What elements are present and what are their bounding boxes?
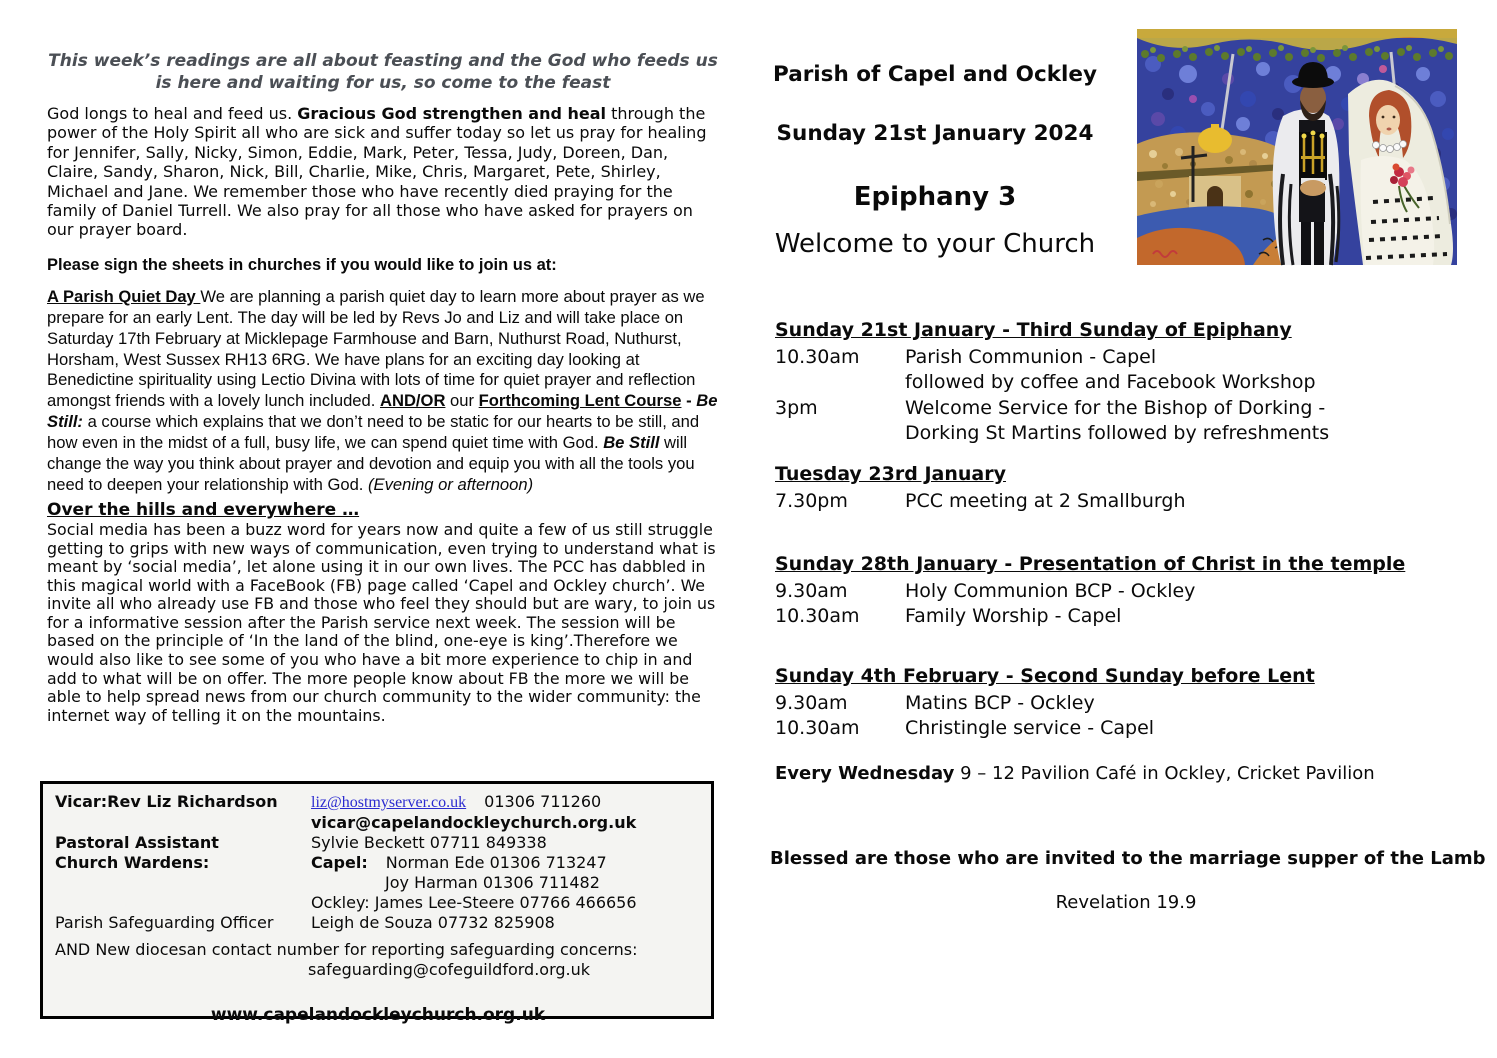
- contact-row-wardens-capel: [55, 853, 701, 873]
- intro-heading-line1: This week’s readings are all about feasting and the God who feeds us: [48, 51, 718, 71]
- wardens-ockley-value: Ockley: James Lee-Steere 07766 466656: [311, 893, 637, 912]
- pastoral-label: Pastoral Assistant: [55, 833, 219, 852]
- wednesday-cafe-line: Every Wednesday 9 – 12 Pavilion Café in Ockley, Cricket Pavilion: [775, 763, 1375, 784]
- schedule-row: [775, 716, 1480, 741]
- schedule-heading: Sunday 21st January - Third Sunday of Epiphany: [775, 319, 1292, 341]
- service-desc: Family Worship - Capel: [905, 605, 1122, 628]
- service-time: 10.30am: [775, 346, 860, 368]
- service-time: 10.30am: [775, 717, 860, 740]
- service-desc: Holy Communion BCP - Ockley: [905, 580, 1196, 602]
- contact-row-pastoral: [55, 833, 701, 853]
- schedule-row: [775, 604, 1480, 629]
- schedule-row: [775, 489, 1480, 514]
- schedule-section-jan23: [775, 461, 1480, 514]
- left-column: [47, 50, 719, 725]
- prayer-paragraph: God longs to heal and feed us. Gracious God strengthen and heal through the power of the Holy Spirit all who are sick and suffer today so let us pray for healing for Jennifer, Sally, Nicky, Simon, Eddie, Mark, Peter, Tessa, Judy, Doreen, Dan, Claire, Sandy, Sharon, Nick, Bill, Charlie, Mike, Chris, Margaret, Pete, Shirley, Michael and Jane. We remember those who have recently died praying for the family of Daniel Turrell. We also pray for all those who have asked for prayers on our prayer board.: [47, 104, 707, 240]
- schedule-row: [775, 396, 1480, 447]
- safeguarding-label: Parish Safeguarding Officer: [55, 913, 274, 932]
- schedule-heading: Sunday 4th February - Second Sunday before Lent: [775, 665, 1315, 687]
- season-title: Epiphany 3: [853, 182, 1017, 212]
- service-desc: Welcome Service for the Bishop of Dorking -: [905, 396, 1326, 419]
- verse-reference: Revelation 19.9: [1055, 892, 1197, 913]
- blessing-verse: Blessed are those who are invited to the marriage supper of the Lamb: [770, 848, 1486, 869]
- social-media-paragraph: Social media has been a buzz word for years now and quite a few of us still struggle getting to grips with new ways of communication, even trying to understand what is meant by ‘social media’, let alone using it in our own lives. The PCC has dabbled in this magical world with a FaceBook (FB) page called ‘Capel and Ockley church’. We invite all who already use FB and those who feel they should but are wary, to join us for a informative session after the Parish service next week. The session will be based on the principle of ‘In the land of the blind, one-eye is king’.Therefore we would also like to see some of you who have a bit more experience to chip in and add to what will be on offer. The more people know about FB the more we will be able to help spread news from our church community to the wider community: the internet way of telling it on the mountains.: [47, 519, 716, 725]
- schedule-heading: Sunday 28th January - Presentation of Christ in the temple: [775, 553, 1406, 575]
- website-line: www.capelandockleychurch.org.uk: [210, 1005, 546, 1025]
- vicar-contact-value: liz@hostmyserver.co.uk 01306 711260: [311, 792, 602, 811]
- service-time: 7.30pm: [775, 490, 848, 512]
- wedding-painting-image: [1133, 24, 1463, 270]
- date-title: Sunday 21st January 2024: [776, 121, 1094, 146]
- vicar-email-alt: vicar@capelandockleychurch.org.uk: [311, 813, 637, 832]
- wardens-capel-value: Capel: Norman Ede 01306 713247: [311, 853, 607, 872]
- schedule-row: [775, 345, 1480, 396]
- schedule-heading: Tuesday 23rd January: [775, 463, 1006, 485]
- service-desc: Parish Communion - Capel: [905, 346, 1157, 368]
- signup-line: Please sign the sheets in churches if you would like to join us at:: [47, 255, 557, 274]
- contact-row-wardens-capel2: [55, 873, 701, 893]
- service-desc: PCC meeting at 2 Smallburgh: [905, 490, 1186, 512]
- hills-heading: Over the hills and everywhere …: [47, 499, 360, 520]
- schedule-row: [775, 691, 1480, 716]
- contact-box: [40, 781, 714, 1025]
- service-time: 9.30am: [775, 580, 848, 602]
- service-time: 9.30am: [775, 692, 848, 714]
- service-desc: followed by coffee and Facebook Workshop: [905, 371, 1316, 394]
- diocesan-line: AND New diocesan contact number for reporting safeguarding concerns:: [55, 940, 638, 959]
- contact-row-vicar: [55, 792, 701, 813]
- schedule-section-feb4: [775, 663, 1480, 742]
- welcome-title: Welcome to your Church: [774, 229, 1096, 259]
- quiet-day-paragraph: A Parish Quiet Day We are planning a parish quiet day to learn more about prayer as we prepare for an early Lent. The day will be led by Revs Jo and Liz and will take place on Saturday 17th February at Micklepage Farmhouse and Barn, Nuthurst Road, Nuthurst, Horsham, West Sussex RH13 6RG. We have plans for an exciting day looking at Benedictine spirituality using Lectio Divina with lots of time for quiet prayer and reflection amongst friends with a lovely lunch included. AND/OR our Forthcoming Lent Course - Be Still: a course which explains that we don’t need to be static for our hearts to be still, and how even in the midst of a full, busy life, we can spend quiet time with God. Be Still will change the way you think about prayer and devotion and equip you with all the tools you need to deepen your relationship with God. (Evening or afternoon): [47, 286, 718, 494]
- contact-row-wardens-ockley: [55, 893, 701, 913]
- service-desc: Dorking St Martins followed by refreshments: [905, 422, 1330, 445]
- service-desc: Matins BCP - Ockley: [905, 692, 1095, 714]
- intro-heading-line2: is here and waiting for us, so come to the feast: [155, 73, 611, 93]
- schedule-section-jan28: [775, 551, 1480, 630]
- service-time: 3pm: [775, 396, 818, 419]
- service-desc: Christingle service - Capel: [905, 717, 1155, 740]
- safeguarding-value: Leigh de Souza 07732 825908: [311, 913, 555, 932]
- wardens-capel-value2: Joy Harman 01306 711482: [385, 873, 600, 892]
- intro-heading: [47, 50, 719, 94]
- schedule-row: [775, 579, 1480, 604]
- vicar-label: Vicar:Rev Liz Richardson: [55, 792, 278, 811]
- wedding-painting-svg: [1133, 24, 1463, 270]
- parish-title: Parish of Capel and Ockley: [773, 62, 1097, 87]
- service-time: 10.30am: [775, 605, 860, 628]
- schedule-section-jan21: [775, 317, 1480, 447]
- wardens-label: Church Wardens:: [55, 853, 210, 872]
- contact-row-safeguarding: [55, 913, 701, 933]
- contact-row-vicar-email: [55, 813, 701, 833]
- pastoral-value: Sylvie Beckett 07711 849338: [311, 833, 547, 852]
- vicar-email-link[interactable]: liz@hostmyserver.co.uk: [311, 794, 467, 811]
- diocesan-email: safeguarding@cofeguildford.org.uk: [308, 960, 591, 979]
